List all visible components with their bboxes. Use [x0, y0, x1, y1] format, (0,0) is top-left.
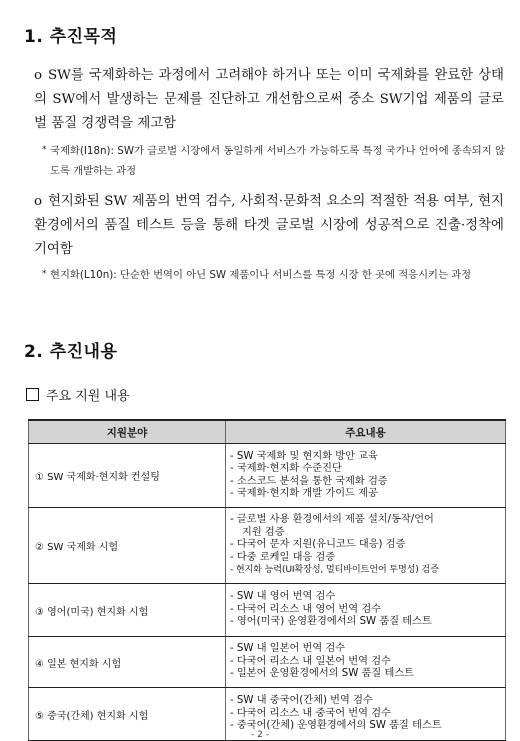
item-line: - 중국어(간체) 운영환경에서의 SW 품질 테스트	[230, 720, 442, 732]
table-row	[29, 584, 506, 637]
item-line: - 현지화 능력(UI확장성, 멀티바이트언어 투명성) 검증	[230, 564, 439, 576]
note-l10n	[42, 265, 505, 285]
items-cell	[226, 637, 506, 688]
note-mark: *	[42, 269, 47, 279]
items-cell	[226, 508, 506, 584]
area-cell: ① SW 국제화·현지화 컨설팅	[29, 444, 226, 508]
item-line: - 다국어 문자 지원(유니코드 대응) 검증	[230, 539, 406, 551]
item-line: 지원 검증	[242, 526, 285, 538]
header-content: 주요내용	[226, 420, 506, 444]
section-1-title: 1. 추진목적	[24, 27, 118, 47]
subheading	[26, 385, 130, 404]
note-mark: *	[42, 145, 47, 155]
item-line: - 국제화·현지화 개발 가이드 제공	[230, 487, 378, 499]
item-line: - 다국어 리소스 내 중국어 번역 검수	[230, 707, 391, 719]
item-line: - 다중 로케일 대응 검증	[230, 551, 336, 563]
area-cell: ③ 영어(미국) 현지화 시험	[29, 584, 226, 637]
item-line: - SW 국제화 및 현지화 방안 교육	[230, 450, 378, 462]
note-i18n	[42, 141, 505, 181]
item-line: - SW 내 영어 번역 검수	[230, 591, 336, 603]
bullet-mark: o	[34, 68, 43, 83]
items-cell	[226, 584, 506, 637]
bullet-mark: o	[34, 194, 43, 209]
item-line: - 영어(미국) 운영환경에서의 SW 품질 테스트	[230, 616, 432, 628]
area-cell: ④ 일본 현지화 시험	[29, 637, 226, 688]
support-table	[28, 419, 506, 741]
purpose-paragraph-2-text: 현지화된 SW 제품의 번역 검수, 사회적·문화적 요소의 적절한 적용 여부, 현지 환경에서의 품질 테스트 등을 통해 타겟 글로벌 시장에 성공적으로 진출·정착에 기여함	[34, 194, 504, 257]
note-l10n-text: 현지화(L10n): 단순한 번역이 아닌 SW 제품이나 서비스를 특정 시장 한 곳에 적응시키는 과정	[50, 269, 472, 281]
table-row	[29, 444, 506, 508]
table-row	[29, 508, 506, 584]
purpose-paragraph-1-text: SW를 국제화하는 과정에서 고려해야 하거나 또는 이미 국제화를 완료한 상태의 SW에서 발생하는 문제를 진단하고 개선함으로써 중소 SW기업 제품의 글로벌 품질 경쟁력을 제고함	[34, 68, 504, 131]
section-2-title: 2. 추진내용	[24, 342, 118, 362]
checkbox-square-icon	[26, 388, 39, 401]
item-line: - 일본어 운영환경에서의 SW 품질 테스트	[230, 668, 415, 680]
item-line: - 글로벌 사용 환경에서의 제품 설치/동작/언어	[230, 514, 434, 526]
item-line: - 다국어 리소스 내 일본어 번역 검수	[230, 655, 391, 667]
table-row	[29, 637, 506, 688]
table-header-row	[29, 420, 506, 444]
purpose-paragraph-2	[34, 190, 504, 262]
item-line: - 소스코드 분석을 통한 국제화 검증	[230, 475, 388, 487]
area-cell: ② SW 국제화 시험	[29, 508, 226, 584]
note-i18n-text: 국제화(I18n): SW가 글로벌 시장에서 동일하게 서비스가 가능하도록 특정 국가나 언어에 종속되지 않도록 개발하는 과정	[50, 145, 505, 177]
item-line: - SW 내 중국어(간체) 번역 검수	[230, 695, 373, 707]
area-cell: ⑤ 중국(간체) 현지화 시험	[29, 688, 226, 741]
item-line: - SW 내 일본어 번역 검수	[230, 643, 346, 655]
header-area: 지원분야	[29, 420, 226, 444]
item-line: - 다국어 리소스 내 영어 번역 검수	[230, 603, 382, 615]
subheading-text: 주요 지원 내용	[46, 389, 130, 404]
purpose-paragraph-1	[34, 64, 504, 136]
page-number: - 2 -	[251, 730, 269, 740]
items-cell	[226, 444, 506, 508]
item-line: - 국제화·현지화 수준진단	[230, 463, 342, 475]
